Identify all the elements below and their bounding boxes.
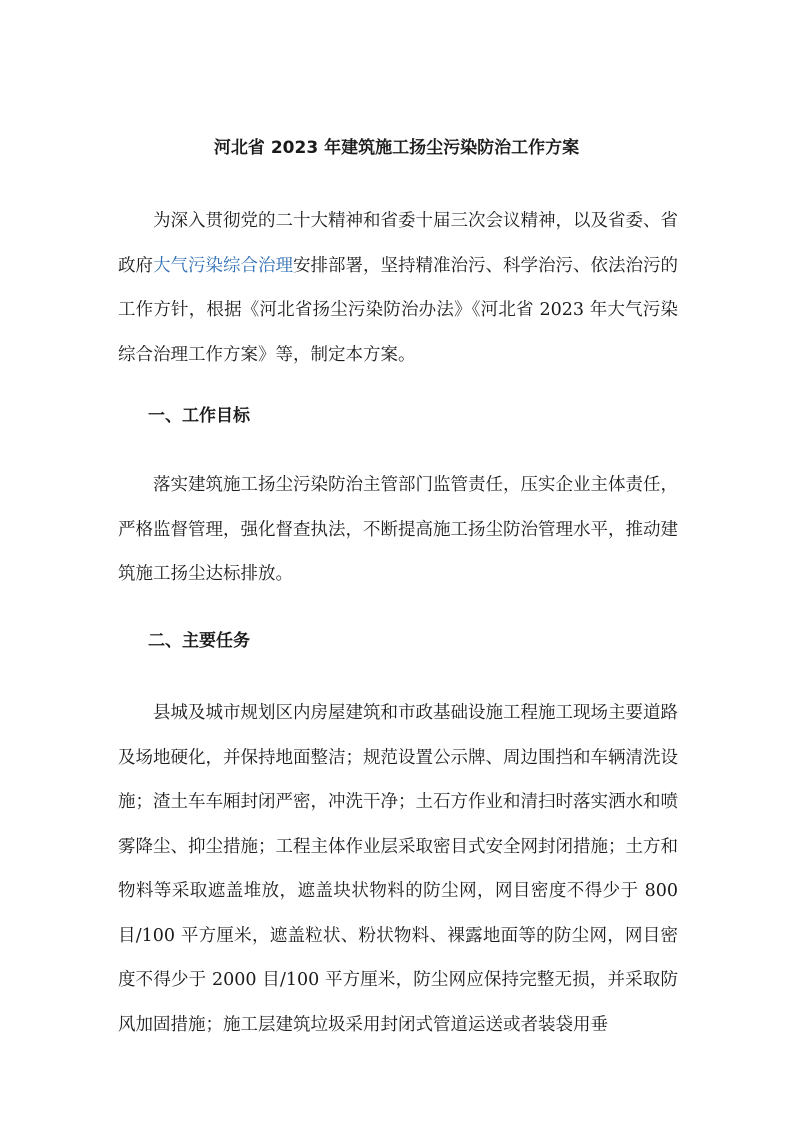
section-heading-main-tasks: 二、主要任务 xyxy=(148,631,250,651)
intro-text-before-link: 为深入贯彻党的二十大精神和省委十届三次会议精神，以及省委、省政府 xyxy=(118,211,678,276)
intro-paragraph xyxy=(118,199,678,377)
section-body-main-tasks: 县城及城市规划区内房屋建筑和市政基础设施工程施工现场主要道路及场地硬化，并保持地面整洁；规范设置公示牌、周边围挡和车辆清洗设施；渣土车车厢封闭严密，冲洗干净；土石方作业和清扫时落实洒水和喷雾降尘、抑尘措施；工程主体作业层采取密目式安全网封闭措施；土方和物料等采取遮盖堆放，遮盖块状物料的防尘网，网目密度不得少于 800 目/100 平方厘米，遮盖粒状、粉状物料、裸露地面等的防尘网，网目密度不得少于 2000 目/100 平方厘米，防尘网应保持完整无损，并采取防风加固措施；施工层建筑垃圾采用封闭式管道运送或者装袋用垂 xyxy=(118,703,678,1035)
document-title: 河北省 2023 年建筑施工扬尘污染防治工作方案 xyxy=(213,138,580,158)
section-heading-work-goals: 一、工作目标 xyxy=(148,406,250,426)
section-body-work-goals: 落实建筑施工扬尘污染防治主管部门监管责任，压实企业主体责任，严格监督管理，强化督查执法，不断提高施工扬尘防治管理水平，推动建筑施工扬尘达标排放。 xyxy=(118,475,678,584)
air-pollution-governance-link[interactable]: 大气污染综合治理 xyxy=(153,255,293,276)
intro-text-after-link: 安排部署，坚持精准治污、科学治污、依法治污的工作方针，根据《河北省扬尘污染防治办法》《河北省 2023 年大气污染综合治理工作方案》等，制定本方案。 xyxy=(118,255,678,365)
